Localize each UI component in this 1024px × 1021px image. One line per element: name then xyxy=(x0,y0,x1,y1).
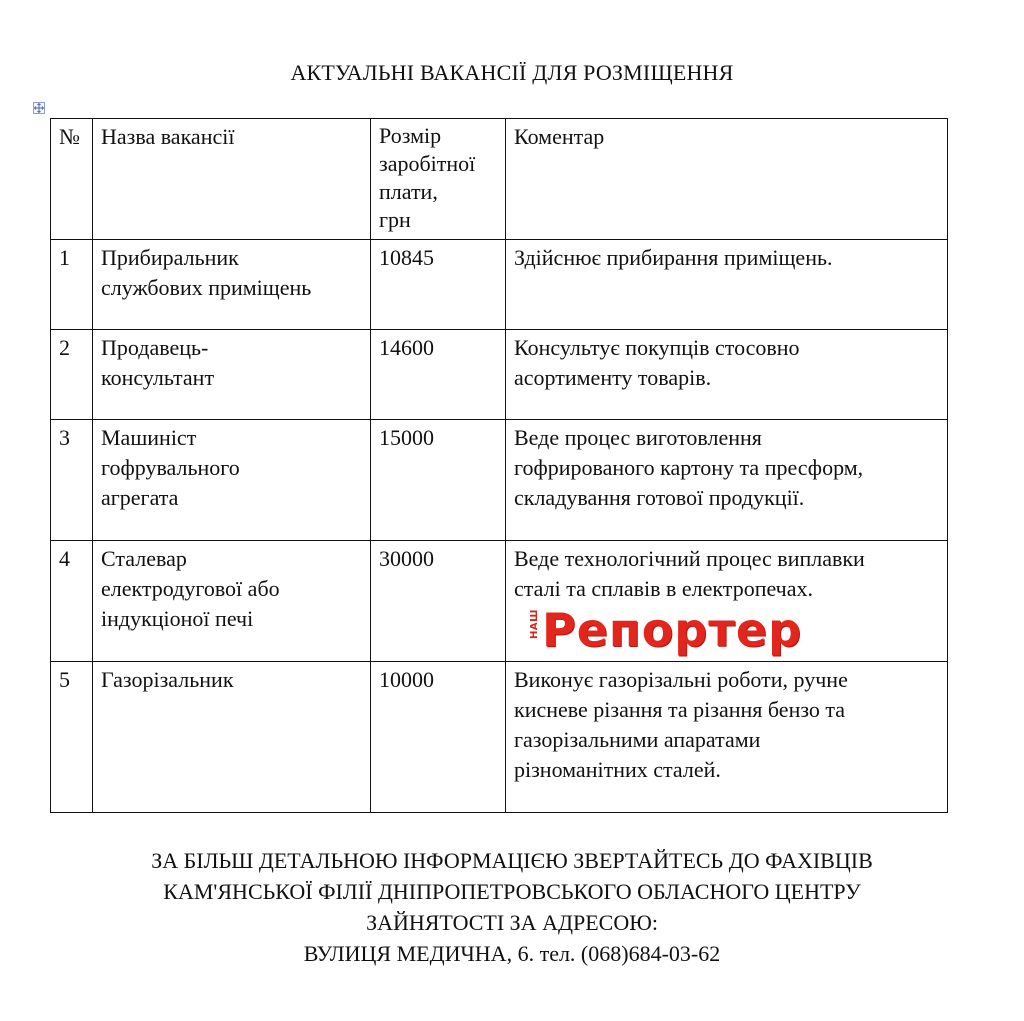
vacancy-comment-line: асортименту товарів. xyxy=(514,365,712,390)
vacancy-comment-line: газорізальними апаратами xyxy=(514,727,761,752)
header-comment: Коментар xyxy=(506,119,948,240)
vacancy-name xyxy=(93,330,371,420)
row-number: 5 xyxy=(51,662,93,813)
vacancy-salary: 10000 xyxy=(371,662,506,813)
vacancy-name-line: Прибиральник xyxy=(101,245,239,270)
footer-line: КАМ'ЯНСЬКОЇ ФІЛІЇ ДНІПРОПЕТРОВСЬКОГО ОБЛАСНОГО ЦЕНТРУ xyxy=(163,879,861,904)
row-number: 3 xyxy=(51,420,93,541)
vacancy-comment xyxy=(506,662,948,813)
table-row xyxy=(51,541,948,662)
table-row xyxy=(51,240,948,330)
footer-line: ЗА БІЛЬШ ДЕТАЛЬНОЮ ІНФОРМАЦІЄЮ ЗВЕРТАЙТЕСЬ ДО ФАХІВЦІВ xyxy=(151,848,873,873)
vacancy-comment-line: Консультує покупців стосовно xyxy=(514,335,800,360)
vacancy-comment-line: складування готової продукції. xyxy=(514,485,805,510)
vacancy-name-line: Газорізальник xyxy=(101,667,234,692)
vacancy-comment-line: Веде процес виготовлення xyxy=(514,425,762,450)
vacancy-comment xyxy=(506,240,948,330)
row-number: 2 xyxy=(51,330,93,420)
vacancy-comment-line: Веде технологічний процес виплавки xyxy=(514,546,865,571)
vacancy-name-line: консультант xyxy=(101,365,215,390)
vacancy-name-line: агрегата xyxy=(101,485,179,510)
vacancy-salary: 15000 xyxy=(371,420,506,541)
vacancy-comment-line: гофрированого картону та пресформ, xyxy=(514,455,864,480)
vacancy-name xyxy=(93,240,371,330)
header-vacancy-name: Назва вакансії xyxy=(93,119,371,240)
footer-line: ВУЛИЦЯ МЕДИЧНА, 6. тел. (068)684-03-62 xyxy=(303,941,721,966)
header-salary-line: заробітної xyxy=(379,151,476,176)
vacancy-name-line: Сталевар xyxy=(101,546,187,571)
vacancy-comment-line: Виконує газорізальні роботи, ручне xyxy=(514,667,848,692)
vacancies-table xyxy=(50,118,948,813)
logo-word: Репортер xyxy=(542,603,803,657)
row-number: 4 xyxy=(51,541,93,662)
vacancy-name xyxy=(93,420,371,541)
vacancy-name xyxy=(93,662,371,813)
contact-footer xyxy=(0,845,1024,969)
vacancy-name-line: Продавець- xyxy=(101,335,209,360)
vacancy-comment xyxy=(506,541,948,662)
vacancy-name-line: Машиніст xyxy=(101,425,197,450)
table-header-row xyxy=(51,119,948,240)
vacancy-salary: 10845 xyxy=(371,240,506,330)
vacancy-name xyxy=(93,541,371,662)
header-salary-line: Розмір xyxy=(379,123,442,148)
header-salary-line: грн xyxy=(379,207,411,232)
vacancy-comment xyxy=(506,420,948,541)
vacancy-comment-line: різноманітних сталей. xyxy=(514,757,721,782)
reporter-logo-watermark xyxy=(530,605,912,655)
vacancy-comment xyxy=(506,330,948,420)
header-salary xyxy=(371,119,506,240)
header-salary-line: плати, xyxy=(379,179,438,204)
page-title: АКТУАЛЬНІ ВАКАНСІЇ ДЛЯ РОЗМІЩЕННЯ xyxy=(290,60,734,85)
vacancy-salary: 14600 xyxy=(371,330,506,420)
vacancy-name-line: електродугової або xyxy=(101,576,280,601)
vacancy-comment-line: сталі та сплавів в електропечах. xyxy=(514,576,814,601)
vacancy-comment-line: Здійснює прибирання приміщень. xyxy=(514,245,833,270)
footer-line: ЗАЙНЯТОСТІ ЗА АДРЕСОЮ: xyxy=(366,910,658,935)
table-row xyxy=(51,420,948,541)
vacancy-comment-line: кисневе різання та різання бензо та xyxy=(514,697,846,722)
vacancy-salary: 30000 xyxy=(371,541,506,662)
logo-prefix: НАШ xyxy=(529,609,540,639)
table-move-handle-icon[interactable] xyxy=(33,102,45,114)
header-number: № xyxy=(51,119,93,240)
vacancy-name-line: гофрувального xyxy=(101,455,240,480)
vacancy-name-line: службових приміщень xyxy=(101,275,312,300)
table-row xyxy=(51,662,948,813)
table-row xyxy=(51,330,948,420)
vacancy-name-line: індукціоної печі xyxy=(101,606,254,631)
row-number: 1 xyxy=(51,240,93,330)
